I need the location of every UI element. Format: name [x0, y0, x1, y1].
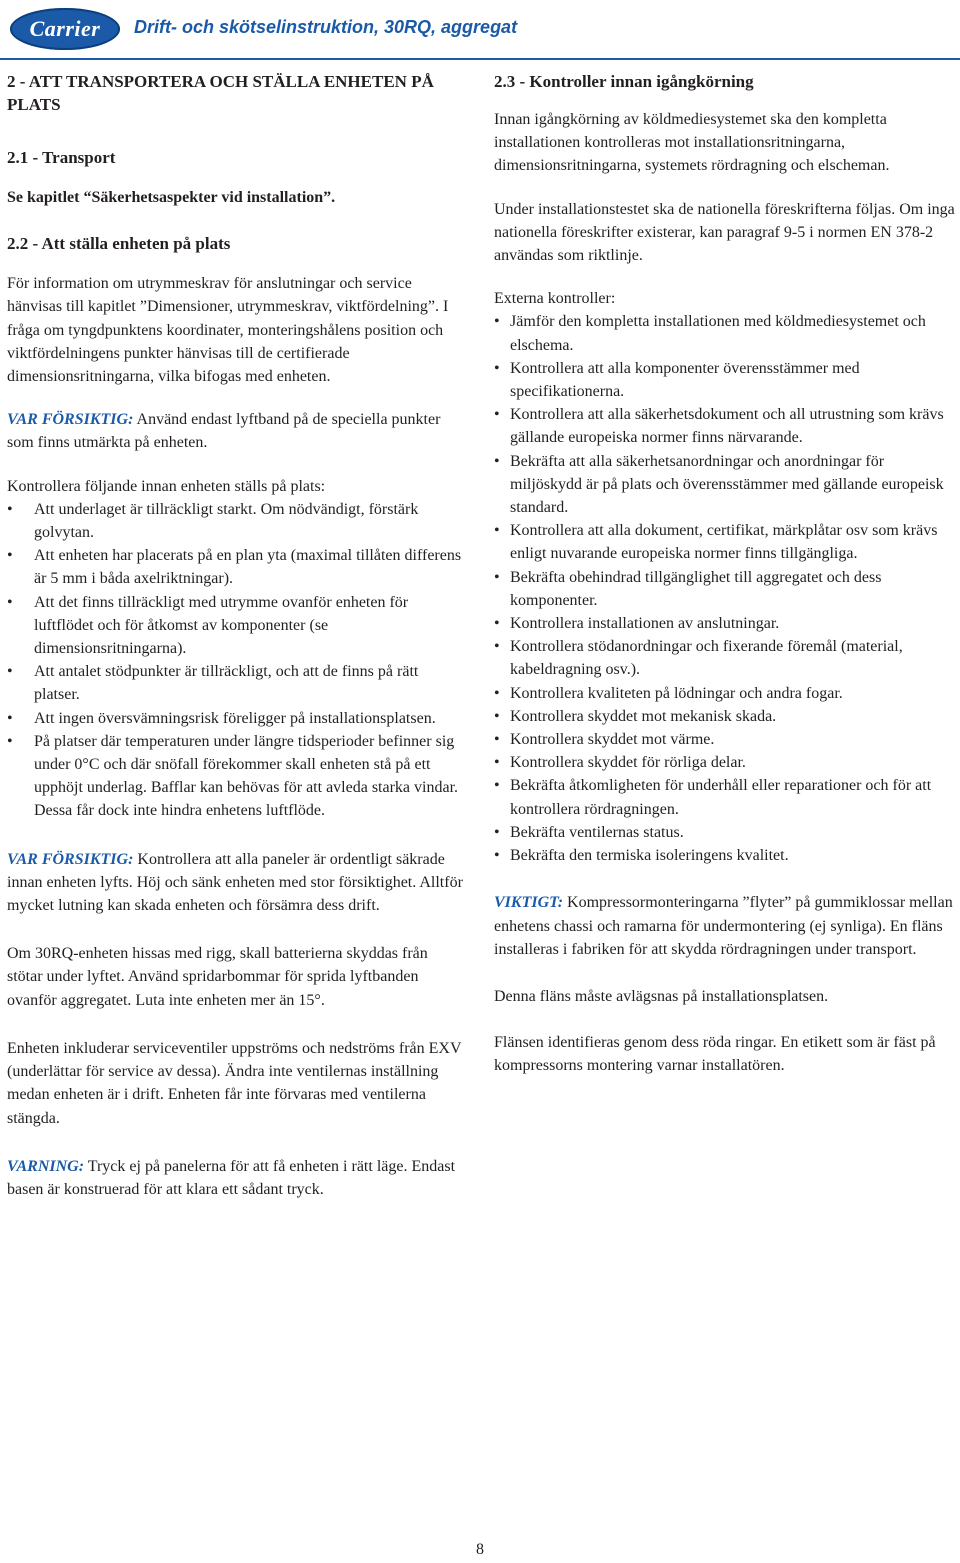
list-item: • Jämför den kompletta installationen med köldmediesystemet och elschema.: [494, 310, 956, 356]
external-checks-intro: Externa kontroller:: [494, 290, 616, 308]
list-item: • Att ingen översvämningsrisk föreligger på installationsplatsen.: [7, 707, 467, 730]
caution-label: VAR FÖRSIKTIG:: [7, 411, 134, 429]
caution-text: Kontrollera att alla paneler är ordentligt säkrade innan enheten lyfts. Höj och sänk enheten med stor försiktighet. Alltför mycket lutning kan skada enheten och försämra dess drift.: [7, 850, 463, 915]
caution-lifting: [7, 408, 467, 454]
list-item: • Att det finns tillräckligt med utrymme ovanför enheten för luftflödet och för åtkomst av komponenter (se dimensionsritningarna).: [7, 591, 467, 661]
carrier-logo: [10, 8, 120, 50]
logo-text: Carrier: [29, 16, 101, 41]
caution-panels: [7, 848, 467, 918]
valve-text: Enheten inkluderar serviceventiler uppströms och nedströms från EXV (underlättar för service av dessa). Ändra inte ventilernas inställning medan enheten är i drift. Enheten får inte förvaras med ventilerna stängda.: [7, 1039, 462, 1127]
national-regulations-text: Under installationstestet ska de nationella föreskrifterna följas. Om inga nationella föreskrifter existerar, kan paragraf 9-5 i normen EN 378-2 användas som riktlinje.: [494, 200, 955, 265]
list-item: • Kontrollera skyddet mot mekanisk skada.: [494, 705, 956, 728]
page-number: 8: [476, 1541, 484, 1558]
important-text: Kompressormonteringarna ”flyter” på gummiklossar mellan enhetens chassi och ramarna för undermontering (ej synliga). En fläns installeras i fabriken för att skydda rördragningen under transport.: [494, 894, 953, 958]
rigging-text: Om 30RQ-enheten hissas med rigg, skall batterierna skyddas från stötar under lyftet. Använd spridarbommar för sprida lyftbanden ovanför aggregatet. Luta inte enheten mer än 15°.: [7, 945, 428, 1009]
chapter-title: 2 - ATT TRANSPORTERA OCH STÄLLA ENHETEN PÅ PLATS: [7, 72, 434, 114]
flange-identify-text: Flänsen identifieras genom dess röda ringar. En etikett som är fäst på kompressorns montering varnar installatören.: [494, 1034, 936, 1075]
precheck-text: Innan igångkörning av köldmediesystemet ska den kompletta installationen kontrolleras mot installationsritningarna, dimensionsritningarna, systemets rördragning och elscheman.: [494, 111, 890, 175]
list-item: • Att enheten har placerats på en plan yta (maximal tillåten differens är 5 mm i båda axelriktningar).: [7, 544, 467, 590]
precheck-heading: 2.3 - Kontroller innan igångkörning: [494, 72, 754, 91]
list-item: • Bekräfta åtkomligheten för underhåll eller reparationer och för att kontrollera rördragningen.: [494, 774, 956, 820]
important-note: [494, 891, 956, 961]
page-header: [0, 0, 960, 62]
header-divider: [0, 58, 960, 60]
transport-text: Se kapitlet “Säkerhetsaspekter vid installation”.: [7, 189, 336, 206]
document-title: Drift- och skötselinstruktion, 30RQ, aggregat: [134, 17, 518, 37]
external-checks-list: [494, 310, 956, 867]
important-label: VIKTIGT:: [494, 894, 564, 912]
list-item: • Kontrollera skyddet mot värme.: [494, 728, 956, 751]
check-list: [7, 498, 467, 823]
warning-panels: [7, 1155, 467, 1201]
list-item: • På platser där temperaturen under längre tidsperioder befinner sig under 0°C och där snöfall förekommer skall enheten stå på ett upphöjt underlag. Bafflar kan behövas för att avleda starka vindar. Dessa får dock inte hindra enhetens luftflöde.: [7, 730, 467, 823]
list-item: • Kontrollera kvaliteten på lödningar och andra fogar.: [494, 682, 956, 705]
placement-heading: 2.2 - Att ställa enheten på plats: [7, 234, 231, 254]
warning-text: Tryck ej på panelerna för att få enheten i rätt läge. Endast basen är konstruerad för att klara ett sådant tryck.: [7, 1157, 456, 1198]
list-item: • Kontrollera skyddet för rörliga delar.: [494, 751, 956, 774]
list-item: • Bekräfta ventilernas status.: [494, 821, 956, 844]
list-item: • Kontrollera att alla dokument, certifikat, märkplåtar osv som krävs enligt nuvarande europeiska normer finns tillgängliga.: [494, 519, 956, 565]
list-item: • Kontrollera installationen av anslutningar.: [494, 612, 956, 635]
list-item: • Bekräfta obehindrad tillgänglighet till aggregatet och dess komponenter.: [494, 566, 956, 612]
check-intro: Kontrollera följande innan enheten ställs på plats:: [7, 477, 326, 495]
caution-label: VAR FÖRSIKTIG:: [7, 850, 134, 868]
list-item: • Bekräfta den termiska isoleringens kvalitet.: [494, 844, 956, 867]
right-column: [494, 68, 956, 1078]
flange-remove-text: Denna fläns måste avlägsnas på installationsplatsen.: [494, 987, 829, 1005]
placement-text: För information om utrymmeskrav för anslutningar och service hänvisas till kapitlet ”Dimensioner, utrymmeskrav, viktfördelning”. I fråga om tyngdpunktens koordinater, monteringshålens position och viktfördelningens punkter hänvisas till de certifierade dimensionsritningarna, vilka bifogas med enheten.: [7, 275, 449, 386]
list-item: • Att antalet stödpunkter är tillräckligt, och att de finns på rätt platser.: [7, 660, 467, 706]
left-column: [7, 68, 467, 1201]
list-item: • Kontrollera att alla komponenter överensstämmer med specifikationerna.: [494, 357, 956, 403]
list-item: • Kontrollera att alla säkerhetsdokument och all utrustning som krävs gällande europeiska normer finns närvarande.: [494, 403, 956, 449]
list-item: • Bekräfta att alla säkerhetsanordningar och anordningar för miljöskydd är på plats och överensstämmer med gällande europeisk standard.: [494, 450, 956, 520]
transport-heading: 2.1 - Transport: [7, 148, 116, 167]
list-item: • Kontrollera stödanordningar och fixerande föremål (material, kabeldragning osv.).: [494, 635, 956, 681]
list-item: • Att underlaget är tillräckligt starkt. Om nödvändigt, förstärk golvytan.: [7, 498, 467, 544]
caution-text: Använd endast lyftband på de speciella punkter som finns utmärkta på enheten.: [7, 411, 441, 452]
warning-label: VARNING:: [7, 1157, 85, 1175]
